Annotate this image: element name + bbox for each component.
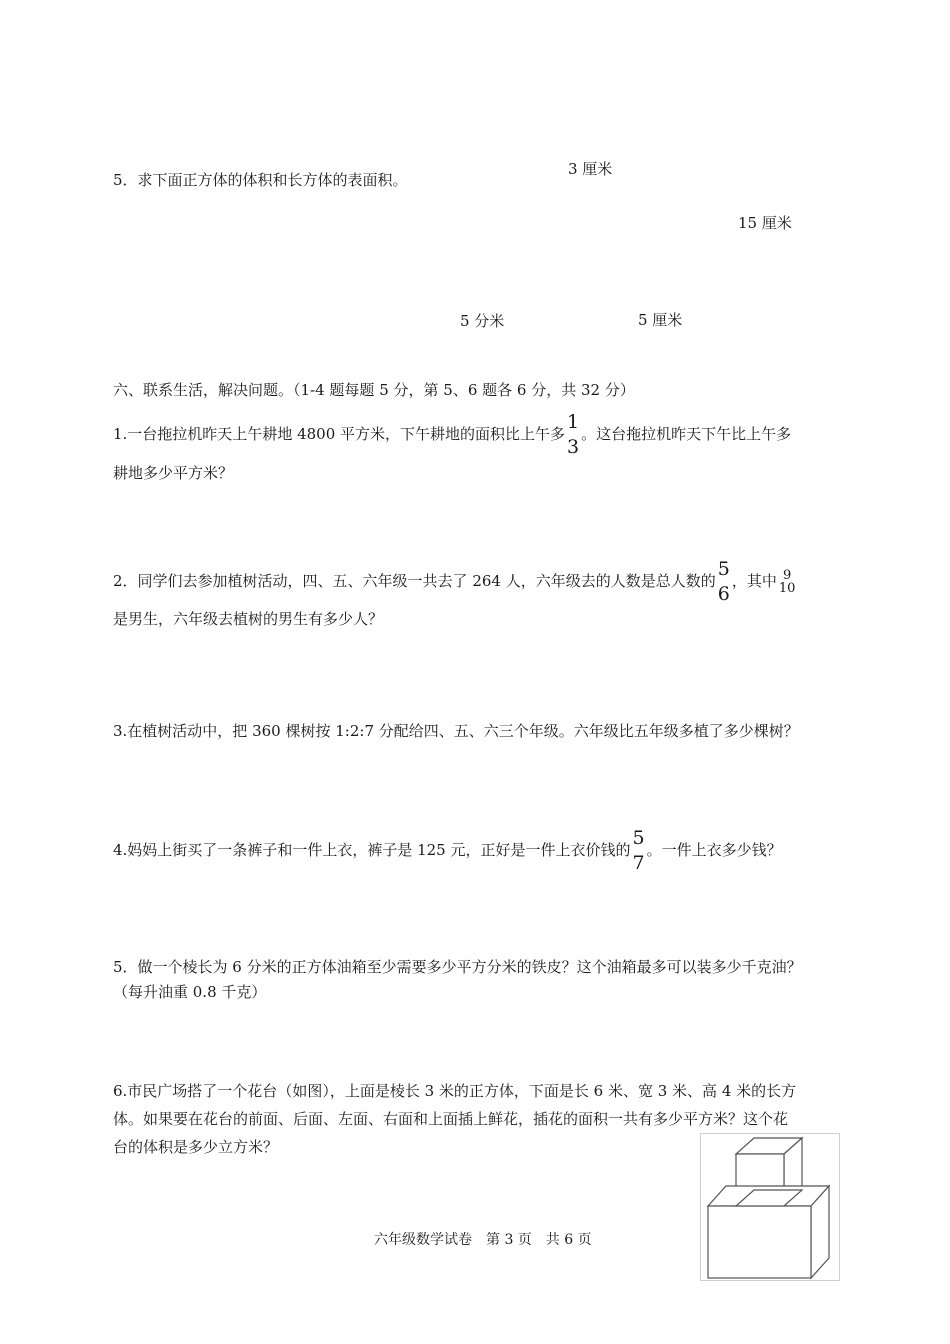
fraction-one-third bbox=[567, 413, 579, 457]
problem-2-line2: 是男生，六年级去植树的男生有多少人？ bbox=[113, 610, 384, 628]
cuboid-length-label: 15 厘米 bbox=[738, 214, 792, 232]
problem-4-text-b: 。一件上衣多少钱？ bbox=[646, 841, 782, 859]
fraction-denominator: 7 bbox=[632, 852, 645, 874]
problem-4 bbox=[113, 828, 782, 873]
problem-3: 3.在植树活动中，把 360 棵树按 1:2:7 分配给四、五、六三个年级。六年级比五年级多植了多少棵树？ bbox=[113, 722, 799, 740]
page-footer: 六年级数学试卷 第 3 页 共 6 页 bbox=[374, 1232, 592, 1248]
problem-2-text-b: ，其中 bbox=[731, 572, 777, 590]
cuboid-width-label: 5 分米 bbox=[460, 312, 505, 330]
fraction-denominator: 6 bbox=[717, 583, 730, 605]
problem-1-text-a: 1.一台拖拉机昨天上午耕地 4800 平方米，下午耕地的面积比上午多 bbox=[113, 425, 566, 443]
problem-4-text-a: 4.妈妈上街买了一条裤子和一件上衣，裤子是 125 元，正好是一件上衣价钱的 bbox=[113, 841, 631, 859]
problem-5-line2: （每升油重 0.8 千克） bbox=[113, 983, 267, 1001]
problem-2-line1 bbox=[113, 559, 797, 604]
fraction-denominator: 3 bbox=[567, 436, 580, 458]
problem-6-line3: 台的体积是多少立方米？ bbox=[113, 1138, 279, 1156]
stacked-cube-cuboid-drawing bbox=[701, 1134, 839, 1280]
fraction-numerator: 9 bbox=[782, 568, 792, 583]
problem-6-line2: 体。如果要在花台的前面、后面、左面、右面和上面插上鲜花，插花的面积一共有多少平方米？这个花 bbox=[113, 1110, 789, 1128]
cube-edge-label: 3 厘米 bbox=[568, 160, 613, 178]
fraction-denominator: 10 bbox=[778, 581, 796, 596]
section-heading: 六、联系生活，解决问题。（1-4 题每题 5 分，第 5、6 题各 6 分，共 32 分） bbox=[113, 381, 635, 399]
flower-platform-figure bbox=[700, 1133, 840, 1281]
q5-geometry-text: 5．求下面正方体的体积和长方体的表面积。 bbox=[113, 171, 408, 189]
fraction-numerator: 1 bbox=[567, 411, 580, 433]
problem-6-line1: 6.市民广场搭了一个花台（如图），上面是棱长 3 米的正方体，下面是长 6 米、宽 3 米、高 4 米的长方 bbox=[113, 1082, 797, 1100]
cuboid-front-face bbox=[708, 1206, 811, 1278]
fraction-five-sixths bbox=[718, 560, 730, 604]
problem-1-line1 bbox=[113, 412, 791, 457]
fraction-numerator: 5 bbox=[632, 827, 645, 849]
fraction-numerator: 5 bbox=[717, 558, 730, 580]
problem-1-line2: 耕地多少平方米？ bbox=[113, 464, 234, 482]
problem-1-text-b: 。这台拖拉机昨天下午比上午多 bbox=[581, 425, 792, 443]
problem-5-line1: 5．做一个棱长为 6 分米的正方体油箱至少需要多少平方分米的铁皮？这个油箱最多可以装多少千克油？ bbox=[113, 958, 802, 976]
cuboid-height-label: 5 厘米 bbox=[638, 311, 683, 329]
fraction-nine-tenths bbox=[779, 569, 796, 595]
fraction-five-sevenths bbox=[632, 829, 644, 873]
problem-2-text-a: 2．同学们去参加植树活动，四、五、六年级一共去了 264 人，六年级去的人数是总人数的 bbox=[113, 572, 716, 590]
